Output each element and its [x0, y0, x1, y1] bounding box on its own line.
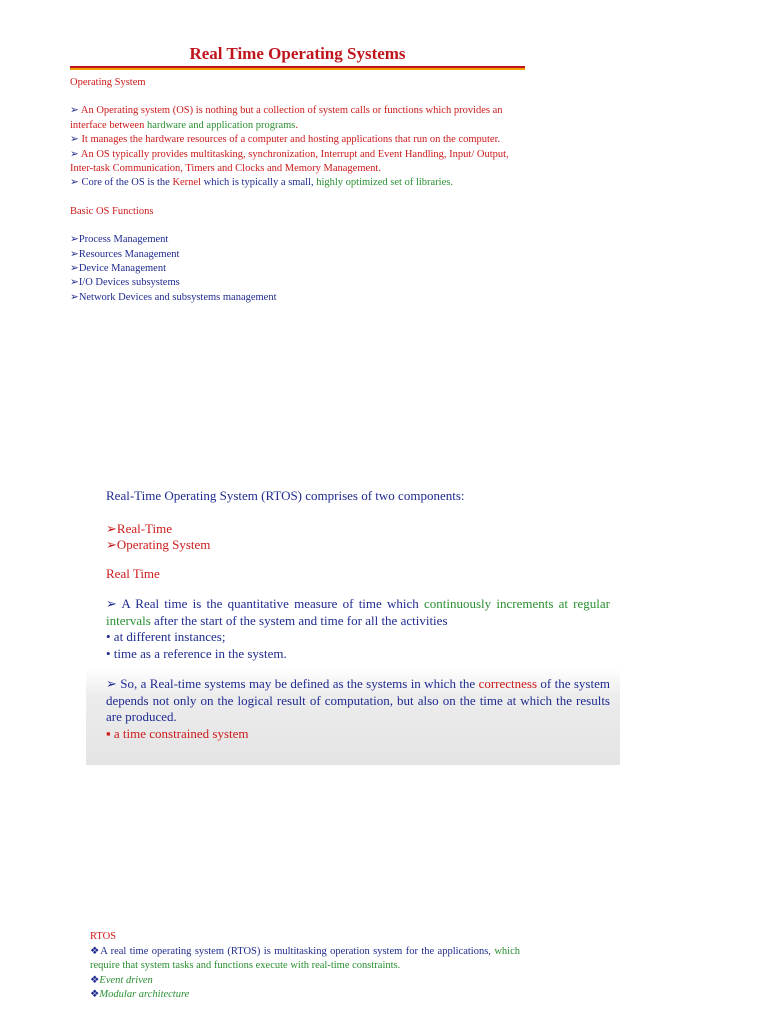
real-time-para: ➢ A Real time is the quantitative measure of time which continuously increments at regular intervals after the start of the system and time for all the activities [106, 596, 610, 628]
arrow-bullet: ➢ [70, 291, 79, 303]
rtos-section-heading: RTOS [90, 931, 117, 942]
arrow-bullet: ➢ [70, 177, 79, 189]
os-para-3-text: An OS typically provides multitasking, synchronization, Interrupt and Event Handling, Input/ Output, Inter-task Communication, Timers and Clocks and Memory Management. [70, 148, 509, 175]
rtos-components-slide [86, 480, 620, 765]
arrow-bullet: ➢ [70, 234, 79, 246]
rtos-heading: Real-Time Operating System (RTOS) comprises of two components: [106, 488, 465, 503]
os-para-1-b: hardware and application programs [146, 119, 296, 131]
os-para-4-c: which is typically a small, [201, 177, 317, 189]
diamond-bullet: ❖ [90, 974, 100, 986]
list-item: ❖Event driven [90, 974, 153, 986]
list-item: ➢Device Management [70, 263, 166, 275]
bullet-item: • time as a reference in the system. [106, 645, 287, 661]
real-time-systems-para: ➢ So, a Real-time systems may be defined as the systems in which the correctness of the system depends not only on the logical result of computation, but also on the time at which the results are produced. [106, 676, 610, 724]
os-para-4-b: Kernel [172, 177, 202, 189]
bullet-item: • at different instances; [106, 629, 226, 644]
functions-heading: Basic OS Functions [70, 205, 154, 217]
diamond-bullet: ❖ [90, 945, 101, 957]
component-item: ➢Operating System [106, 537, 211, 552]
arrow-bullet: ➢ [70, 248, 79, 260]
list-item: ➢Resources Management [70, 248, 180, 260]
page-title: Real Time Operating Systems [189, 44, 406, 63]
arrow-bullet: ➢ [70, 105, 79, 117]
os-para-1 [70, 104, 525, 133]
arrow-bullet: ➢ [106, 596, 117, 611]
rtos-section [90, 930, 520, 1003]
arrow-bullet: ➢ [70, 134, 79, 146]
arrow-bullet: ➢ [106, 520, 117, 536]
component-item: ➢Real-Time [106, 520, 173, 536]
os-para-2 [70, 133, 525, 147]
constraint-note: ▪ a time constrained system [106, 725, 249, 741]
diamond-bullet: ❖ [90, 989, 100, 1000]
arrow-bullet: ➢ [70, 277, 79, 289]
arrow-bullet: ➢ [70, 148, 79, 160]
os-para-4-a: Core of the OS is the [78, 177, 173, 189]
os-heading: Operating System [70, 77, 146, 88]
os-para-1-c: . [295, 119, 298, 131]
functions-list [70, 233, 525, 305]
list-item: ➢Network Devices and subsystems management [70, 291, 277, 303]
os-para-3 [70, 148, 525, 177]
os-para-1-a: An Operating system (OS) is nothing but a collection of system calls or functions which provides an interface between [70, 105, 503, 131]
os-para-2-text: It manages the hardware resources of a computer and hosting applications that run on the computer. [78, 134, 501, 146]
real-time-heading: Real Time [106, 565, 160, 581]
arrow-bullet: ➢ [106, 537, 117, 552]
rtos-para: ❖A real time operating system (RTOS) is multitasking operation system for the applications, which require that system tasks and functions execute with real-time constraints. [90, 945, 520, 971]
arrow-bullet: ➢ [106, 676, 117, 691]
title-underline [70, 66, 525, 68]
list-item: ➢Process Management [70, 234, 169, 246]
os-para-4 [70, 176, 525, 190]
list-item: ❖Modular architecture [90, 989, 190, 1000]
os-para-4-d: highly optimized set of libraries. [316, 177, 453, 189]
arrow-bullet: ➢ [70, 263, 79, 275]
os-section [70, 76, 525, 305]
list-item: ➢I/O Devices subsystems [70, 277, 180, 289]
